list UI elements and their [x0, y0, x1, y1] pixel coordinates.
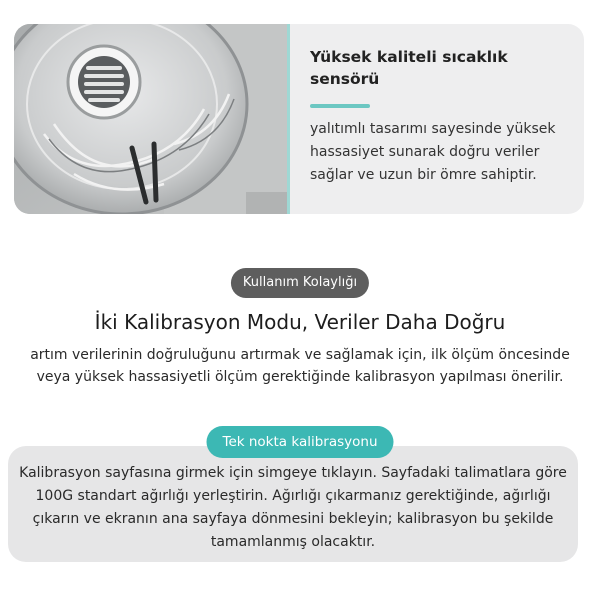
temperature-sensor-photo [14, 24, 290, 214]
section-description: artım verilerinin doğruluğunu artırmak ve sağlamak için, ilk ölçüm öncesinde veya yüksek hassasiyetli ölçüm gerektiğinde kalibrasyon yapılması önerilir. [30, 347, 570, 385]
ease-of-use-badge: Kullanım Kolaylığı [231, 268, 369, 298]
calibration-panel [8, 446, 578, 562]
accent-divider [310, 104, 370, 108]
sensor-illustration [14, 24, 290, 214]
feature-text [310, 46, 572, 187]
single-point-calibration-badge: Tek nokta kalibrasyonu [207, 426, 394, 458]
feature-description: yalıtımlı tasarımı sayesinde yüksek hassasiyet sunarak doğru veriler sağlar ve uzun bir ömre sahiptir. [310, 121, 556, 183]
feature-title: Yüksek kaliteli sıcaklık sensörü [310, 48, 508, 88]
section-title: İki Kalibrasyon Modu, Veriler Daha Doğru [94, 310, 506, 334]
feature-card [14, 24, 584, 214]
calibration-description: Kalibrasyon sayfasına girmek için simgeye tıklayın. Sayfadaki talimatlara göre 100G standart ağırlığı yerleştirin. Ağırlığı çıkarmanız gerektiğinde, ağırlığı çıkarın ve ekranın ana sayfaya dönmesini bekleyin; kalibrasyon bu şekilde tamamlanmış olacaktır. [19, 465, 567, 550]
